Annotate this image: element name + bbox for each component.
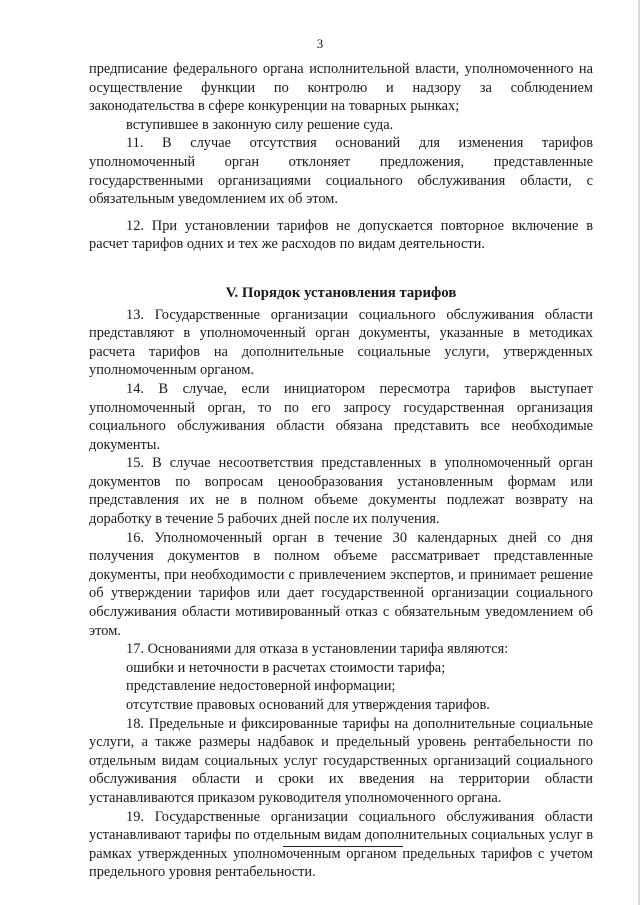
- paragraph-19: 19. Государственные организации социального обслуживания области устанавливают тарифы по отдельным видам дополнительных социальных услуг в рамках утвержденных уполномоченным органом предельных тарифов с учетом предельного уровня рентабельности.: [89, 808, 593, 881]
- end-of-document-rule: [283, 846, 403, 847]
- list-item-no-legal-grounds: отсутствие правовых оснований для утверждения тарифов.: [126, 697, 490, 713]
- paragraph-13: 13. Государственные организации социального обслуживания области представляют в уполномоченный орган документы, указанные в методиках расчета тарифов на дополнительные социальные услуги, утвержденных уполномоченным органом.: [89, 306, 593, 379]
- paragraph-11: 11. В случае отсутствия оснований для изменения тарифов уполномоченный орган отклоняет предложения, представленные государственными организациями социального обслуживания области, с обязательным уведомлением их об этом.: [89, 135, 593, 208]
- section-heading: V. Порядок установления тарифов: [225, 284, 457, 301]
- paragraph-15: 15. В случае несоответствия представленных в уполномоченный орган документов по вопросам ценообразования установленным формам или представления их не в полном объеме документы подлежат возврату на доработку в течение 5 рабочих дней после их получения.: [89, 455, 593, 528]
- document-body: [89, 60, 593, 882]
- paragraph-16: 16. Уполномоченный орган в течение 30 календарных дней со дня получения документов в полном объеме рассматривает представленные документы, при необходимости с привлечением экспертов, и принимает решение об утверждении тарифов или дает государственной организации социального обслуживания области мотивированный отказ с обязательным уведомлением об этом.: [89, 529, 593, 639]
- paragraph-12: 12. При установлении тарифов не допускается повторное включение в расчет тарифов одних и тех же расходов по видам деятельности.: [89, 217, 593, 253]
- paragraph-prescription: предписание федерального органа исполнительной власти, уполномоченного на осуществление функции по контролю и надзору за соблюдением законодательства в сфере конкуренции на товарных рынках;: [89, 61, 593, 115]
- paragraph-14: 14. В случае, если инициатором пересмотра тарифов выступает уполномоченный орган, то по его запросу государственная организация социального обслуживания области обязана представить все необходимые документы.: [89, 380, 593, 453]
- list-item-false-information: представление недостоверной информации;: [126, 678, 396, 695]
- paragraph-18: 18. Предельные и фиксированные тарифы на дополнительные социальные услуги, а также размеры надбавок и предельный уровень рентабельности по отдельным видам социальных услуг государственных организаций социального обслуживания области и сроки их введения на территории области устанавливаются приказом руководителя уполномоченного органа.: [89, 715, 593, 806]
- paragraph-17: 17. Основаниями для отказа в установлении тарифа являются:: [126, 641, 509, 658]
- page-number: 3: [316, 36, 324, 51]
- list-item-calculation-errors: ошибки и неточности в расчетах стоимости тарифа;: [126, 659, 446, 676]
- paragraph-court-decision: вступившее в законную силу решение суда.: [126, 116, 394, 133]
